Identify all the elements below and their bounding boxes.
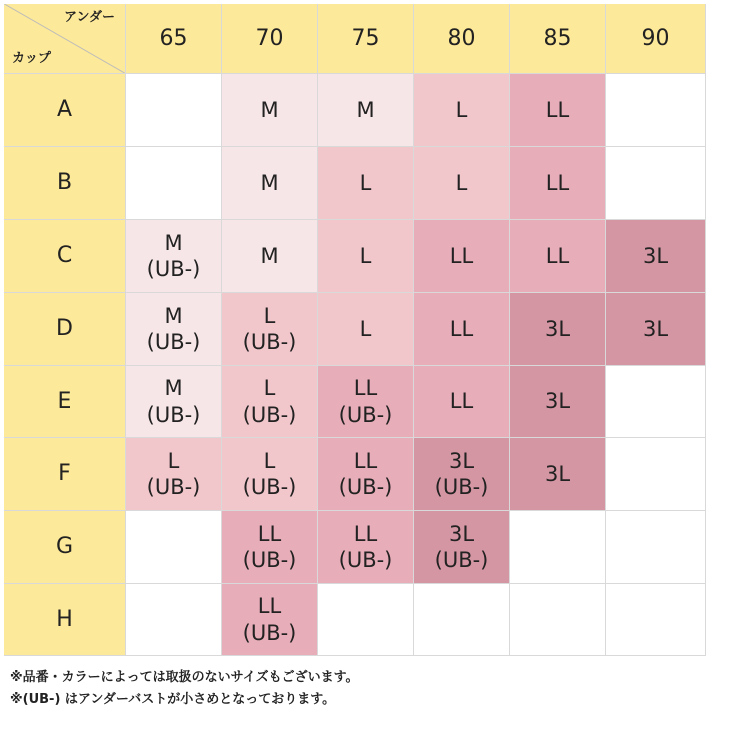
size-cell [318, 74, 414, 147]
size-label: 3L [448, 521, 475, 546]
size-label: LL [545, 243, 570, 268]
underbust-note-label: (UB-) [338, 475, 393, 499]
cup-row-header: E [4, 366, 126, 438]
size-label: L [359, 243, 372, 268]
size-cell [318, 511, 414, 584]
size-cell [510, 511, 606, 584]
size-cell [606, 147, 706, 220]
size-label: L [455, 97, 468, 122]
underbust-note-label: (UB-) [242, 620, 297, 645]
size-label: M [164, 303, 183, 328]
size-cell [318, 220, 414, 293]
size-label: LL [353, 521, 378, 546]
size-label: 3L [642, 243, 669, 268]
size-cell [222, 293, 318, 366]
size-cell [222, 366, 318, 438]
underbust-note-label: (UB-) [242, 475, 297, 499]
size-cell [510, 366, 606, 438]
size-label: 3L [544, 316, 571, 341]
size-cell [414, 293, 510, 366]
size-cell [318, 366, 414, 438]
size-label: M [260, 243, 279, 268]
cup-row-header: B [4, 147, 126, 220]
corner-header-cell [4, 4, 126, 74]
underbust-note-label: (UB-) [434, 475, 489, 499]
size-cell [606, 511, 706, 584]
underbust-column-header: 80 [414, 4, 510, 74]
underbust-column-header: 70 [222, 4, 318, 74]
size-cell [414, 511, 510, 584]
size-cell [126, 74, 222, 147]
note-availability: ※品番・カラーによっては取扱のないサイズもございます。 [10, 670, 359, 685]
size-cell [126, 220, 222, 293]
size-label: M [356, 97, 375, 122]
underbust-note-label: (UB-) [338, 402, 393, 427]
cup-row-header: G [4, 511, 126, 584]
size-cell [126, 366, 222, 438]
size-cell [606, 74, 706, 147]
size-cell [606, 220, 706, 293]
size-label: 3L [544, 461, 571, 486]
size-label: L [359, 316, 372, 341]
size-label: L [263, 376, 276, 401]
size-cell [126, 511, 222, 584]
size-cell [318, 438, 414, 511]
size-chart-table [4, 4, 706, 656]
size-label: LL [353, 448, 378, 473]
size-cell [510, 438, 606, 511]
size-label: L [263, 448, 276, 473]
size-label: L [263, 303, 276, 328]
cup-row-header: D [4, 293, 126, 366]
underbust-column-header: 75 [318, 4, 414, 74]
size-cell [318, 147, 414, 220]
size-label: LL [449, 316, 474, 341]
size-cell [222, 147, 318, 220]
size-label: LL [545, 97, 570, 122]
size-cell [318, 584, 414, 656]
underbust-header-label: アンダー [64, 10, 115, 25]
size-label: LL [257, 521, 282, 546]
underbust-note-label: (UB-) [242, 548, 297, 572]
size-label: 3L [544, 389, 571, 414]
size-label: M [260, 97, 279, 122]
underbust-column-header: 90 [606, 4, 706, 74]
cup-header-label: カップ [12, 50, 51, 66]
size-cell [222, 511, 318, 584]
size-cell [606, 366, 706, 438]
underbust-note-label: (UB-) [338, 548, 393, 572]
size-cell [318, 293, 414, 366]
size-cell [414, 366, 510, 438]
size-label: LL [353, 376, 378, 401]
size-cell [222, 438, 318, 511]
cup-row-header: C [4, 220, 126, 293]
size-cell [414, 438, 510, 511]
size-cell [414, 74, 510, 147]
size-cell [126, 147, 222, 220]
size-cell [222, 220, 318, 293]
underbust-note-label: (UB-) [146, 475, 201, 499]
underbust-note-label: (UB-) [242, 330, 297, 354]
underbust-column-header: 65 [126, 4, 222, 74]
size-label: LL [449, 389, 474, 414]
size-label: M [164, 376, 183, 401]
size-cell [510, 147, 606, 220]
size-label: L [359, 170, 372, 195]
size-label: 3L [448, 448, 475, 473]
cup-row-header: F [4, 438, 126, 511]
size-cell [606, 438, 706, 511]
size-label: M [260, 170, 279, 195]
note-underbust: ※(UB-) はアンダーバストが小さめとなっております。 [10, 692, 336, 707]
size-cell [126, 438, 222, 511]
size-cell [126, 293, 222, 366]
size-cell [606, 293, 706, 366]
size-cell [510, 584, 606, 656]
underbust-note-label: (UB-) [434, 548, 489, 572]
underbust-note-label: (UB-) [146, 330, 201, 354]
size-cell [222, 584, 318, 656]
size-cell [414, 220, 510, 293]
cup-row-header: H [4, 584, 126, 656]
size-label: M [164, 230, 183, 255]
underbust-column-header: 85 [510, 4, 606, 74]
size-label: LL [257, 594, 282, 619]
size-label: LL [545, 170, 570, 195]
size-label: L [167, 448, 180, 473]
size-label: 3L [642, 316, 669, 341]
size-cell [414, 584, 510, 656]
underbust-note-label: (UB-) [242, 402, 297, 427]
underbust-note-label: (UB-) [146, 402, 201, 427]
size-cell [222, 74, 318, 147]
underbust-note-label: (UB-) [146, 257, 201, 281]
size-cell [414, 147, 510, 220]
cup-row-header: A [4, 74, 126, 147]
size-cell [510, 74, 606, 147]
size-cell [510, 293, 606, 366]
size-cell [510, 220, 606, 293]
size-label: LL [449, 243, 474, 268]
size-cell [606, 584, 706, 656]
size-cell [126, 584, 222, 656]
size-label: L [455, 170, 468, 195]
